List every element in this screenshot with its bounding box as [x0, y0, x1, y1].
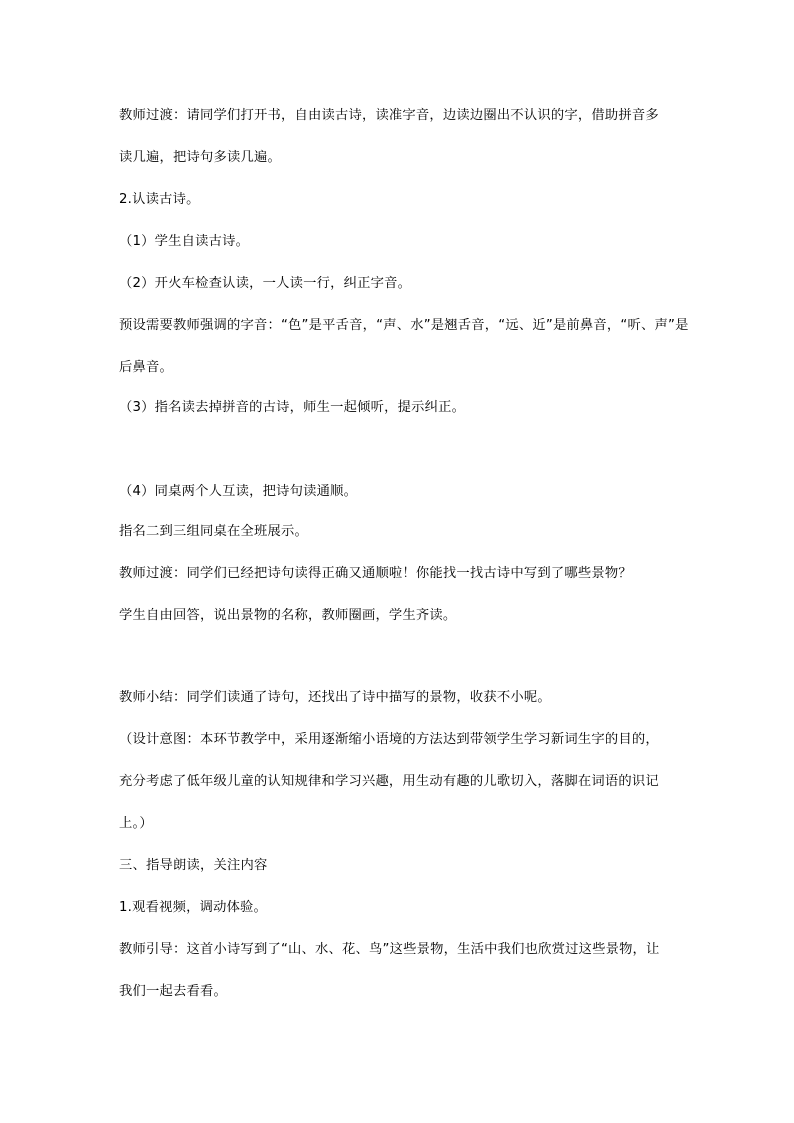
paragraph-line: 学生自由回答，说出景物的名称，教师圈画，学生齐读。: [119, 608, 457, 623]
paragraph-line: 指名二到三组同桌在全班展示。: [119, 524, 308, 539]
paragraph-line: 教师小结：同学们读通了诗句，还找出了诗中描写的景物，收获不小呢。: [119, 690, 551, 705]
paragraph-line: 后鼻音。: [119, 360, 173, 375]
paragraph-line: 教师引导：这首小诗写到了“山、水、花、鸟”这些景物，生活中我们也欣赏过这些景物，让: [119, 942, 660, 957]
paragraph-line: 预设需要教师强调的字音：“色”是平舌音，“声、水”是翘舌音，“远、近”是前鼻音，“听、声”是: [119, 318, 689, 333]
paragraph-line: （设计意图：本环节教学中，采用逐渐缩小语境的方法达到带领学生学习新词生字的目的，: [119, 732, 659, 747]
paragraph-line: 充分考虑了低年级儿童的认知规律和学习兴趣，用生动有趣的儿歌切入，落脚在词语的识记: [119, 774, 659, 789]
paragraph-line: （3）指名读去掉拼音的古诗，师生一起倾听，提示纠正。: [119, 400, 466, 415]
paragraph-line: 教师过渡：同学们已经把诗句读得正确又通顺啦！你能找一找古诗中写到了哪些景物？: [119, 566, 632, 581]
paragraph-line: 教师过渡：请同学们打开书，自由读古诗，读准字音，边读边圈出不认识的字，借助拼音多: [119, 108, 659, 123]
paragraph-line: 1.观看视频，调动体验。: [119, 900, 268, 915]
paragraph-line: （1）学生自读古诗。: [119, 234, 250, 249]
paragraph-line: 2.认读古诗。: [119, 192, 200, 207]
paragraph-line: 我们一起去看看。: [119, 984, 227, 999]
paragraph-line: 读几遍，把诗句多读几遍。: [119, 150, 281, 165]
paragraph-line: （2）开火车检查认读，一人读一行，纠正字音。: [119, 276, 412, 291]
section-heading: 三、指导朗读，关注内容: [119, 858, 268, 873]
paragraph-line: 上。）: [119, 816, 153, 831]
paragraph-line: （4）同桌两个人互读，把诗句读通顺。: [119, 484, 358, 499]
